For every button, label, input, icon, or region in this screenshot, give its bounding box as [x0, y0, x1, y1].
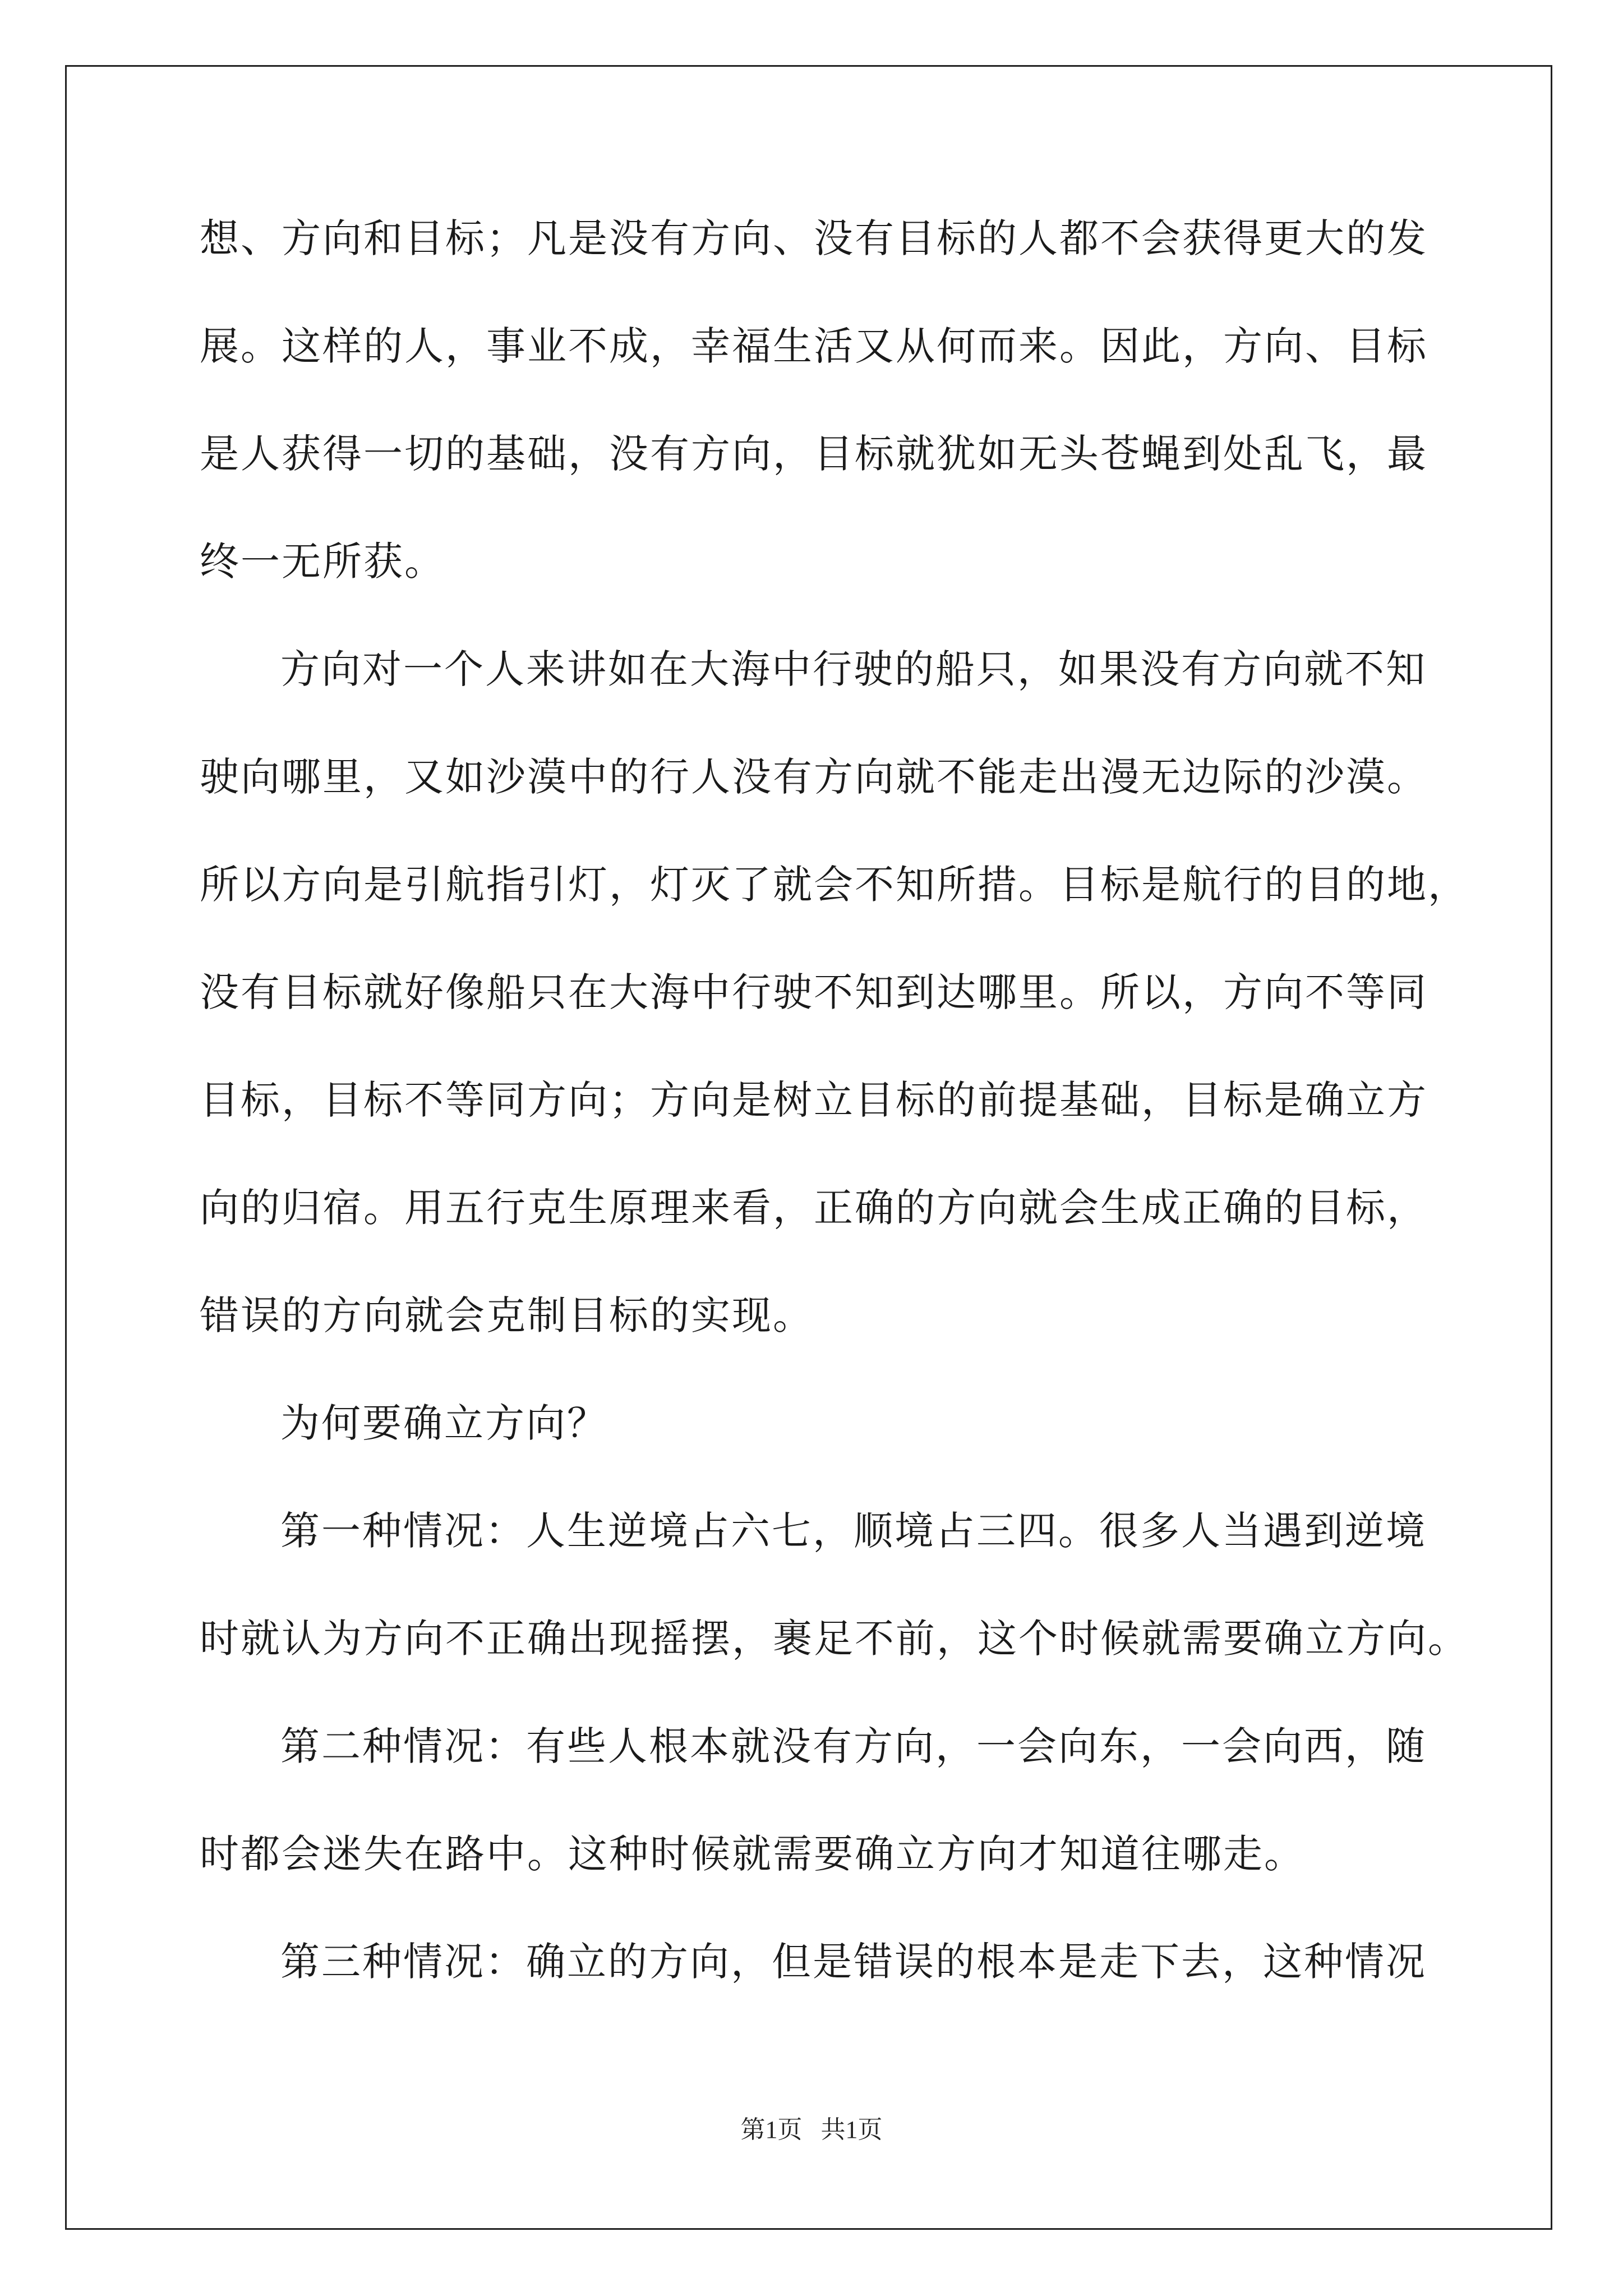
text-line: 时就认为方向不正确出现摇摆，裹足不前，这个时候就需要确立方向。 — [200, 1616, 1469, 1662]
paragraph-first-line: 第一种情况：人生逆境占六七，顺境占三四。很多人当遇到逆境 — [280, 1508, 1427, 1554]
text-line: 展。这样的人，事业不成，幸福生活又从何而来。因此，方向、目标 — [200, 323, 1428, 369]
paragraph-first-line: 方向对一个人来讲如在大海中行驶的船只，如果没有方向就不知 — [280, 646, 1427, 692]
section-heading: 为何要确立方向？ — [280, 1400, 608, 1446]
text-line: 驶向哪里，又如沙漠中的行人没有方向就不能走出漫无边际的沙漠。 — [200, 754, 1428, 800]
page-number-footer: 第1页 共1页 — [740, 2116, 883, 2143]
text-line: 所以方向是引航指引灯，灯灭了就会不知所措。目标是航行的目的地， — [200, 862, 1469, 908]
text-line: 终一无所获。 — [200, 539, 445, 585]
paragraph-first-line: 第二种情况：有些人根本就没有方向，一会向东，一会向西，随 — [280, 1723, 1427, 1769]
paragraph-first-line: 第三种情况：确立的方向，但是错误的根本是走下去，这种情况 — [280, 1939, 1427, 1985]
text-line: 是人获得一切的基础，没有方向，目标就犹如无头苍蝇到处乱飞，最 — [200, 431, 1428, 477]
page-border — [65, 65, 1552, 2230]
text-line: 没有目标就好像船只在大海中行驶不知到达哪里。所以，方向不等同 — [200, 969, 1428, 1015]
text-line: 向的归宿。用五行克生原理来看，正确的方向就会生成正确的目标， — [200, 1185, 1428, 1231]
text-line: 时都会迷失在路中。这种时候就需要确立方向才知道往哪走。 — [200, 1831, 1305, 1877]
text-line: 错误的方向就会克制目标的实现。 — [200, 1292, 814, 1338]
text-line: 想、方向和目标；凡是没有方向、没有目标的人都不会获得更大的发 — [200, 215, 1428, 261]
text-line: 目标，目标不等同方向；方向是树立目标的前提基础，目标是确立方 — [200, 1077, 1428, 1123]
